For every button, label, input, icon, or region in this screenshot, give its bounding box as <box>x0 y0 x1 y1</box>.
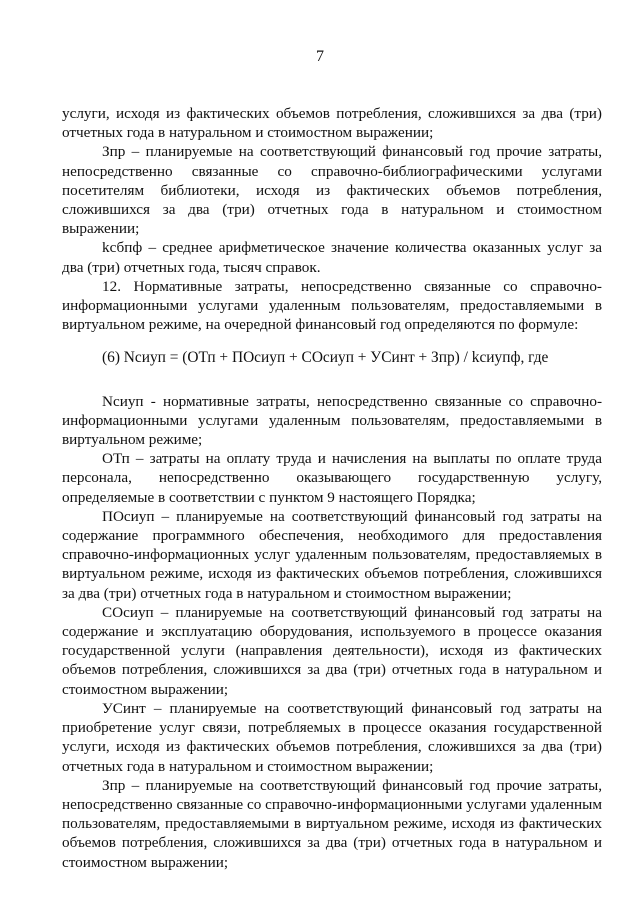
formula-6: (6) Nсиуп = (ОТп + ПОсиуп + СОсиуп + УСинт + Зпр) / kсиупф, где <box>102 349 549 367</box>
paragraph-zpr-siup-definition: Зпр – планируемые на соответствующий финансовый год прочие затраты, непосредственно связанные со справочно-информационными услугами удаленным пользователям, предоставляемыми в виртуальном режиме, исходя из фактических объемов потребления, сложившихся за два (три) отчетных года в натуральном и стоимостном выражении; <box>62 776 602 871</box>
paragraph-otp-definition: ОТп – затраты на оплату труда и начисления на выплаты по оплате труда персонала, непосредственно оказывающего государственную услугу, определяемые в соответствии с пунктом 9 настоящего Порядка; <box>62 450 602 506</box>
paragraph-zpr-definition: Зпр – планируемые на соответствующий финансовый год прочие затраты, непосредственно связанные со справочно-библиографическими услугами посетителям библиотеки, исходя из фактических объемов потребления, сложившихся за два (три) отчетных года в натуральном и стоимостном выражении; <box>62 143 602 238</box>
document-body <box>62 104 602 872</box>
paragraph-sosiup-definition: СОсиуп – планируемые на соответствующий финансовый год затраты на содержание и эксплуатацию оборудования, используемого в процессе оказания государственной услуги (направления деятельности), исходя из фактических объемов потребления, сложившихся за два (три) отчетных года в натуральном и стоимостном выражении; <box>62 603 602 698</box>
paragraph-nsiup-definition: Nсиуп - нормативные затраты, непосредственно связанные со справочно-информационными услугами удаленным пользователям, предоставляемыми в виртуальном режиме; <box>62 392 602 449</box>
paragraph-item-12: 12. Нормативные затраты, непосредственно связанные со справочно-информационными услугами удаленным пользователям, предоставляемыми в виртуальном режиме, на очередной финансовый год определяются по формуле: <box>62 277 602 334</box>
paragraph-ksbpf-definition: kсбпф – среднее арифметическое значение количества оказанных услуг за два (три) отчетных года, тысяч справок. <box>62 239 602 276</box>
page-number: 7 <box>316 48 324 65</box>
paragraph-continuation: услуги, исходя из фактических объемов потребления, сложившихся за два (три) отчетных года в натуральном и стоимостном выражении; <box>62 105 602 142</box>
paragraph-usint-definition: УСинт – планируемые на соответствующий финансовый год затраты на приобретение услуг связи, потребляемых в процессе оказания государственной услуги, исходя из фактических объемов потребления, сложившихся за два (три) отчетных года в натуральном и стоимостном выражении; <box>62 699 602 775</box>
paragraph-posiup-definition: ПОсиуп – планируемые на соответствующий финансовый год затраты на содержание программного обеспечения, необходимого для предоставления справочно-информационных услуг удаленным пользователям, предоставляемых в виртуальном режиме, исходя из фактических объемов потребления, сложившихся за два (три) отчетных года в натуральном и стоимостном выражении; <box>62 507 602 602</box>
